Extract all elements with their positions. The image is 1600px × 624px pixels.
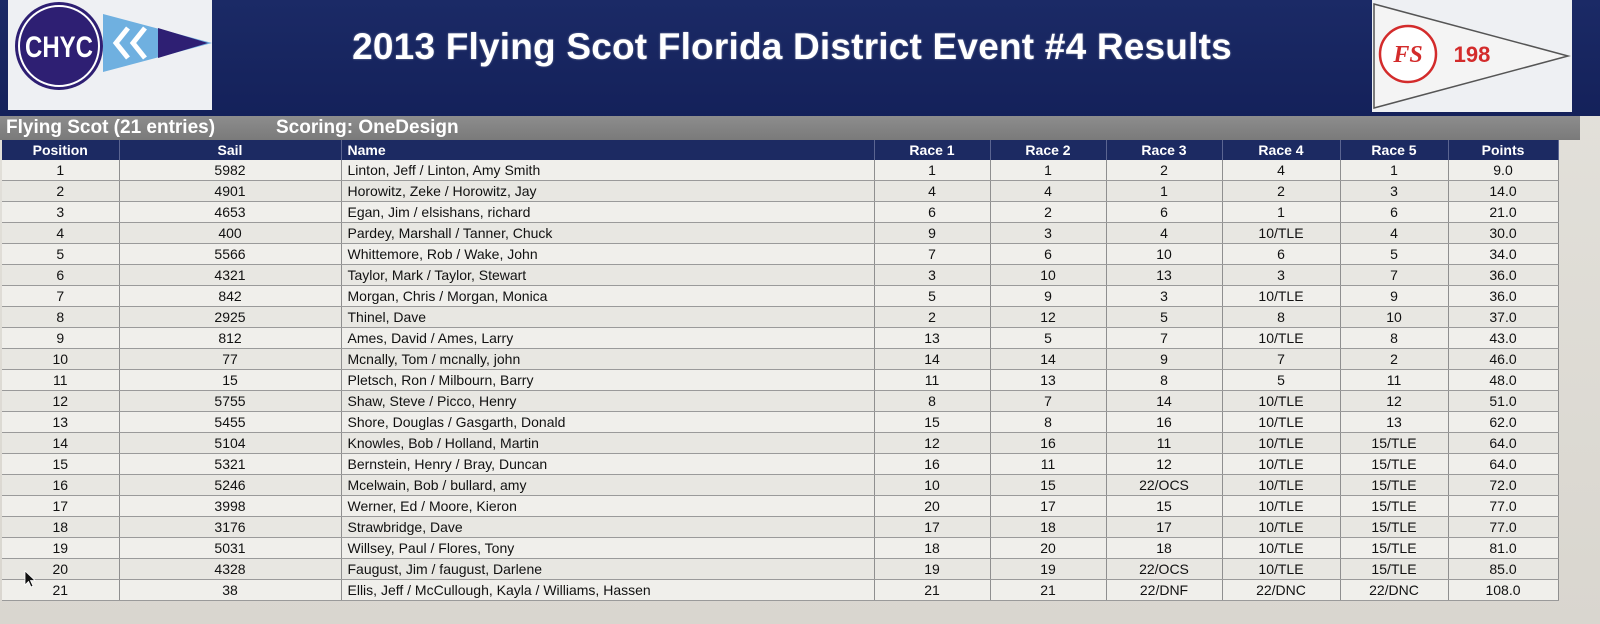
race-2-cell: 14: [990, 349, 1106, 370]
position-cell: 5: [2, 244, 119, 265]
sail-cell: 4653: [119, 202, 341, 223]
race-3-cell: 7: [1106, 328, 1222, 349]
table-row[interactable]: [2, 538, 1558, 559]
name-cell: Pardey, Marshall / Tanner, Chuck: [341, 223, 874, 244]
race-1-cell: 9: [874, 223, 990, 244]
name-cell: Bernstein, Henry / Bray, Duncan: [341, 454, 874, 475]
table-row[interactable]: [2, 307, 1558, 328]
race-2-cell: 19: [990, 559, 1106, 580]
svg-text:198: 198: [1453, 42, 1491, 67]
race-4-cell: 10/TLE: [1222, 391, 1340, 412]
race-3-cell: 4: [1106, 223, 1222, 244]
race-3-cell: 22/OCS: [1106, 559, 1222, 580]
race-1-cell: 5: [874, 286, 990, 307]
points-cell: 34.0: [1448, 244, 1558, 265]
points-cell: 77.0: [1448, 496, 1558, 517]
sail-cell: 5755: [119, 391, 341, 412]
points-cell: 14.0: [1448, 181, 1558, 202]
position-cell: 11: [2, 370, 119, 391]
race-5-cell: 15/TLE: [1340, 496, 1448, 517]
results-table: [2, 140, 1559, 601]
points-cell: 81.0: [1448, 538, 1558, 559]
race-3-cell: 8: [1106, 370, 1222, 391]
points-cell: 108.0: [1448, 580, 1558, 601]
points-cell: 64.0: [1448, 433, 1558, 454]
sail-cell: 812: [119, 328, 341, 349]
col-header-race-2: Race 2: [990, 140, 1106, 160]
sail-cell: 5246: [119, 475, 341, 496]
position-cell: 7: [2, 286, 119, 307]
chyc-burgee-logo: [8, 0, 212, 110]
race-3-cell: 9: [1106, 349, 1222, 370]
race-5-cell: 15/TLE: [1340, 517, 1448, 538]
table-row[interactable]: [2, 202, 1558, 223]
race-3-cell: 3: [1106, 286, 1222, 307]
points-cell: 30.0: [1448, 223, 1558, 244]
name-cell: Ames, David / Ames, Larry: [341, 328, 874, 349]
sail-cell: 5104: [119, 433, 341, 454]
race-4-cell: 10/TLE: [1222, 328, 1340, 349]
table-row[interactable]: [2, 370, 1558, 391]
race-5-cell: 3: [1340, 181, 1448, 202]
race-5-cell: 4: [1340, 223, 1448, 244]
race-2-cell: 12: [990, 307, 1106, 328]
table-row[interactable]: [2, 265, 1558, 286]
race-4-cell: 8: [1222, 307, 1340, 328]
race-4-cell: 2: [1222, 181, 1340, 202]
race-2-cell: 8: [990, 412, 1106, 433]
table-row[interactable]: [2, 580, 1558, 601]
race-1-cell: 3: [874, 265, 990, 286]
sail-cell: 38: [119, 580, 341, 601]
race-1-cell: 14: [874, 349, 990, 370]
race-4-cell: 1: [1222, 202, 1340, 223]
table-row[interactable]: [2, 475, 1558, 496]
name-cell: Mcnally, Tom / mcnally, john: [341, 349, 874, 370]
name-cell: Egan, Jim / elsishans, richard: [341, 202, 874, 223]
race-4-cell: 22/DNC: [1222, 580, 1340, 601]
table-row[interactable]: [2, 286, 1558, 307]
position-cell: 1: [2, 160, 119, 181]
sail-cell: 4321: [119, 265, 341, 286]
race-1-cell: 8: [874, 391, 990, 412]
position-cell: 20: [2, 559, 119, 580]
table-row[interactable]: [2, 223, 1558, 244]
svg-text:FS: FS: [1393, 42, 1423, 68]
race-2-cell: 6: [990, 244, 1106, 265]
name-cell: Taylor, Mark / Taylor, Stewart: [341, 265, 874, 286]
position-cell: 18: [2, 517, 119, 538]
sail-cell: 4901: [119, 181, 341, 202]
race-2-cell: 4: [990, 181, 1106, 202]
position-cell: 9: [2, 328, 119, 349]
race-5-cell: 15/TLE: [1340, 454, 1448, 475]
race-5-cell: 11: [1340, 370, 1448, 391]
race-4-cell: 4: [1222, 160, 1340, 181]
table-row[interactable]: [2, 244, 1558, 265]
race-5-cell: 15/TLE: [1340, 538, 1448, 559]
race-1-cell: 19: [874, 559, 990, 580]
race-4-cell: 10/TLE: [1222, 496, 1340, 517]
class-name: Flying Scot (21 entries): [6, 117, 216, 138]
points-cell: 36.0: [1448, 265, 1558, 286]
race-5-cell: 9: [1340, 286, 1448, 307]
race-5-cell: 5: [1340, 244, 1448, 265]
table-header-row: [2, 140, 1558, 160]
position-cell: 17: [2, 496, 119, 517]
table-row[interactable]: [2, 349, 1558, 370]
race-3-cell: 10: [1106, 244, 1222, 265]
sail-cell: 5031: [119, 538, 341, 559]
race-4-cell: 3: [1222, 265, 1340, 286]
race-4-cell: 10/TLE: [1222, 433, 1340, 454]
race-3-cell: 6: [1106, 202, 1222, 223]
race-3-cell: 1: [1106, 181, 1222, 202]
position-cell: 10: [2, 349, 119, 370]
col-header-race-3: Race 3: [1106, 140, 1222, 160]
col-header-name: Name: [341, 140, 874, 160]
position-cell: 15: [2, 454, 119, 475]
position-cell: 6: [2, 265, 119, 286]
name-cell: Whittemore, Rob / Wake, John: [341, 244, 874, 265]
race-1-cell: 15: [874, 412, 990, 433]
race-3-cell: 11: [1106, 433, 1222, 454]
points-cell: 9.0: [1448, 160, 1558, 181]
race-2-cell: 10: [990, 265, 1106, 286]
name-cell: Morgan, Chris / Morgan, Monica: [341, 286, 874, 307]
race-1-cell: 21: [874, 580, 990, 601]
sail-cell: 5455: [119, 412, 341, 433]
name-cell: Knowles, Bob / Holland, Martin: [341, 433, 874, 454]
points-cell: 48.0: [1448, 370, 1558, 391]
race-5-cell: 12: [1340, 391, 1448, 412]
points-cell: 21.0: [1448, 202, 1558, 223]
race-1-cell: 6: [874, 202, 990, 223]
sail-cell: 5566: [119, 244, 341, 265]
race-5-cell: 10: [1340, 307, 1448, 328]
sail-cell: 15: [119, 370, 341, 391]
sail-cell: 4328: [119, 559, 341, 580]
race-4-cell: 10/TLE: [1222, 454, 1340, 475]
race-3-cell: 14: [1106, 391, 1222, 412]
race-3-cell: 2: [1106, 160, 1222, 181]
race-2-cell: 13: [990, 370, 1106, 391]
points-cell: 62.0: [1448, 412, 1558, 433]
table-row[interactable]: [2, 412, 1558, 433]
name-cell: Horowitz, Zeke / Horowitz, Jay: [341, 181, 874, 202]
race-1-cell: 4: [874, 181, 990, 202]
position-cell: 21: [2, 580, 119, 601]
race-1-cell: 1: [874, 160, 990, 181]
race-2-cell: 16: [990, 433, 1106, 454]
race-2-cell: 9: [990, 286, 1106, 307]
col-header-points: Points: [1448, 140, 1558, 160]
sail-cell: 3176: [119, 517, 341, 538]
name-cell: Mcelwain, Bob / bullard, amy: [341, 475, 874, 496]
race-1-cell: 20: [874, 496, 990, 517]
race-2-cell: 3: [990, 223, 1106, 244]
points-cell: 51.0: [1448, 391, 1558, 412]
scoring-system: Scoring: OneDesign: [276, 117, 459, 138]
points-cell: 43.0: [1448, 328, 1558, 349]
table-row[interactable]: [2, 328, 1558, 349]
points-cell: 72.0: [1448, 475, 1558, 496]
table-row[interactable]: [2, 559, 1558, 580]
race-3-cell: 22/OCS: [1106, 475, 1222, 496]
name-cell: Willsey, Paul / Flores, Tony: [341, 538, 874, 559]
name-cell: Linton, Jeff / Linton, Amy Smith: [341, 160, 874, 181]
table-row[interactable]: [2, 496, 1558, 517]
event-banner: [0, 0, 1600, 116]
svg-text:CHYC: CHYC: [25, 31, 93, 64]
race-1-cell: 17: [874, 517, 990, 538]
name-cell: Ellis, Jeff / McCullough, Kayla / Williams, Hassen: [341, 580, 874, 601]
race-5-cell: 15/TLE: [1340, 559, 1448, 580]
race-1-cell: 13: [874, 328, 990, 349]
points-cell: 64.0: [1448, 454, 1558, 475]
position-cell: 12: [2, 391, 119, 412]
points-cell: 85.0: [1448, 559, 1558, 580]
name-cell: Werner, Ed / Moore, Kieron: [341, 496, 874, 517]
results-body: [2, 160, 1558, 601]
race-3-cell: 22/DNF: [1106, 580, 1222, 601]
table-row[interactable]: [2, 391, 1558, 412]
race-1-cell: 16: [874, 454, 990, 475]
position-cell: 13: [2, 412, 119, 433]
class-header-bar: [0, 116, 1580, 140]
table-row[interactable]: [2, 433, 1558, 454]
race-1-cell: 18: [874, 538, 990, 559]
race-1-cell: 10: [874, 475, 990, 496]
race-4-cell: 10/TLE: [1222, 538, 1340, 559]
race-1-cell: 2: [874, 307, 990, 328]
race-1-cell: 12: [874, 433, 990, 454]
race-4-cell: 6: [1222, 244, 1340, 265]
points-cell: 77.0: [1448, 517, 1558, 538]
sail-cell: 400: [119, 223, 341, 244]
race-5-cell: 15/TLE: [1340, 475, 1448, 496]
race-1-cell: 7: [874, 244, 990, 265]
table-row[interactable]: [2, 160, 1558, 181]
table-row[interactable]: [2, 454, 1558, 475]
race-5-cell: 7: [1340, 265, 1448, 286]
col-header-position: Position: [2, 140, 119, 160]
name-cell: Faugust, Jim / faugust, Darlene: [341, 559, 874, 580]
race-5-cell: 22/DNC: [1340, 580, 1448, 601]
race-5-cell: 2: [1340, 349, 1448, 370]
race-1-cell: 11: [874, 370, 990, 391]
name-cell: Thinel, Dave: [341, 307, 874, 328]
mouse-pointer-icon: [24, 570, 38, 588]
table-row[interactable]: [2, 181, 1558, 202]
race-2-cell: 5: [990, 328, 1106, 349]
col-header-race-1: Race 1: [874, 140, 990, 160]
position-cell: 16: [2, 475, 119, 496]
race-2-cell: 2: [990, 202, 1106, 223]
race-2-cell: 18: [990, 517, 1106, 538]
points-cell: 46.0: [1448, 349, 1558, 370]
race-4-cell: 10/TLE: [1222, 517, 1340, 538]
race-3-cell: 13: [1106, 265, 1222, 286]
race-2-cell: 11: [990, 454, 1106, 475]
points-cell: 36.0: [1448, 286, 1558, 307]
name-cell: Pletsch, Ron / Milbourn, Barry: [341, 370, 874, 391]
sail-cell: 2925: [119, 307, 341, 328]
race-2-cell: 1: [990, 160, 1106, 181]
position-cell: 4: [2, 223, 119, 244]
sail-cell: 5982: [119, 160, 341, 181]
race-2-cell: 21: [990, 580, 1106, 601]
name-cell: Strawbridge, Dave: [341, 517, 874, 538]
table-row[interactable]: [2, 517, 1558, 538]
col-header-race-4: Race 4: [1222, 140, 1340, 160]
sail-cell: 3998: [119, 496, 341, 517]
name-cell: Shaw, Steve / Picco, Henry: [341, 391, 874, 412]
race-4-cell: 5: [1222, 370, 1340, 391]
race-4-cell: 7: [1222, 349, 1340, 370]
race-2-cell: 20: [990, 538, 1106, 559]
flying-scot-pennant-logo: [1372, 0, 1572, 112]
col-header-sail: Sail: [119, 140, 341, 160]
race-2-cell: 15: [990, 475, 1106, 496]
race-2-cell: 17: [990, 496, 1106, 517]
race-4-cell: 10/TLE: [1222, 286, 1340, 307]
sail-cell: 842: [119, 286, 341, 307]
race-3-cell: 15: [1106, 496, 1222, 517]
race-5-cell: 15/TLE: [1340, 433, 1448, 454]
race-4-cell: 10/TLE: [1222, 475, 1340, 496]
position-cell: 14: [2, 433, 119, 454]
race-2-cell: 7: [990, 391, 1106, 412]
sail-cell: 77: [119, 349, 341, 370]
race-5-cell: 1: [1340, 160, 1448, 181]
race-3-cell: 18: [1106, 538, 1222, 559]
position-cell: 2: [2, 181, 119, 202]
race-4-cell: 10/TLE: [1222, 223, 1340, 244]
race-5-cell: 6: [1340, 202, 1448, 223]
race-3-cell: 17: [1106, 517, 1222, 538]
race-3-cell: 5: [1106, 307, 1222, 328]
race-5-cell: 8: [1340, 328, 1448, 349]
sail-cell: 5321: [119, 454, 341, 475]
points-cell: 37.0: [1448, 307, 1558, 328]
position-cell: 19: [2, 538, 119, 559]
race-4-cell: 10/TLE: [1222, 412, 1340, 433]
race-3-cell: 16: [1106, 412, 1222, 433]
name-cell: Shore, Douglas / Gasgarth, Donald: [341, 412, 874, 433]
position-cell: 3: [2, 202, 119, 223]
col-header-race-5: Race 5: [1340, 140, 1448, 160]
race-4-cell: 10/TLE: [1222, 559, 1340, 580]
page-title: 2013 Flying Scot Florida District Event #4 Results: [352, 26, 1232, 67]
race-5-cell: 13: [1340, 412, 1448, 433]
race-3-cell: 12: [1106, 454, 1222, 475]
position-cell: 8: [2, 307, 119, 328]
